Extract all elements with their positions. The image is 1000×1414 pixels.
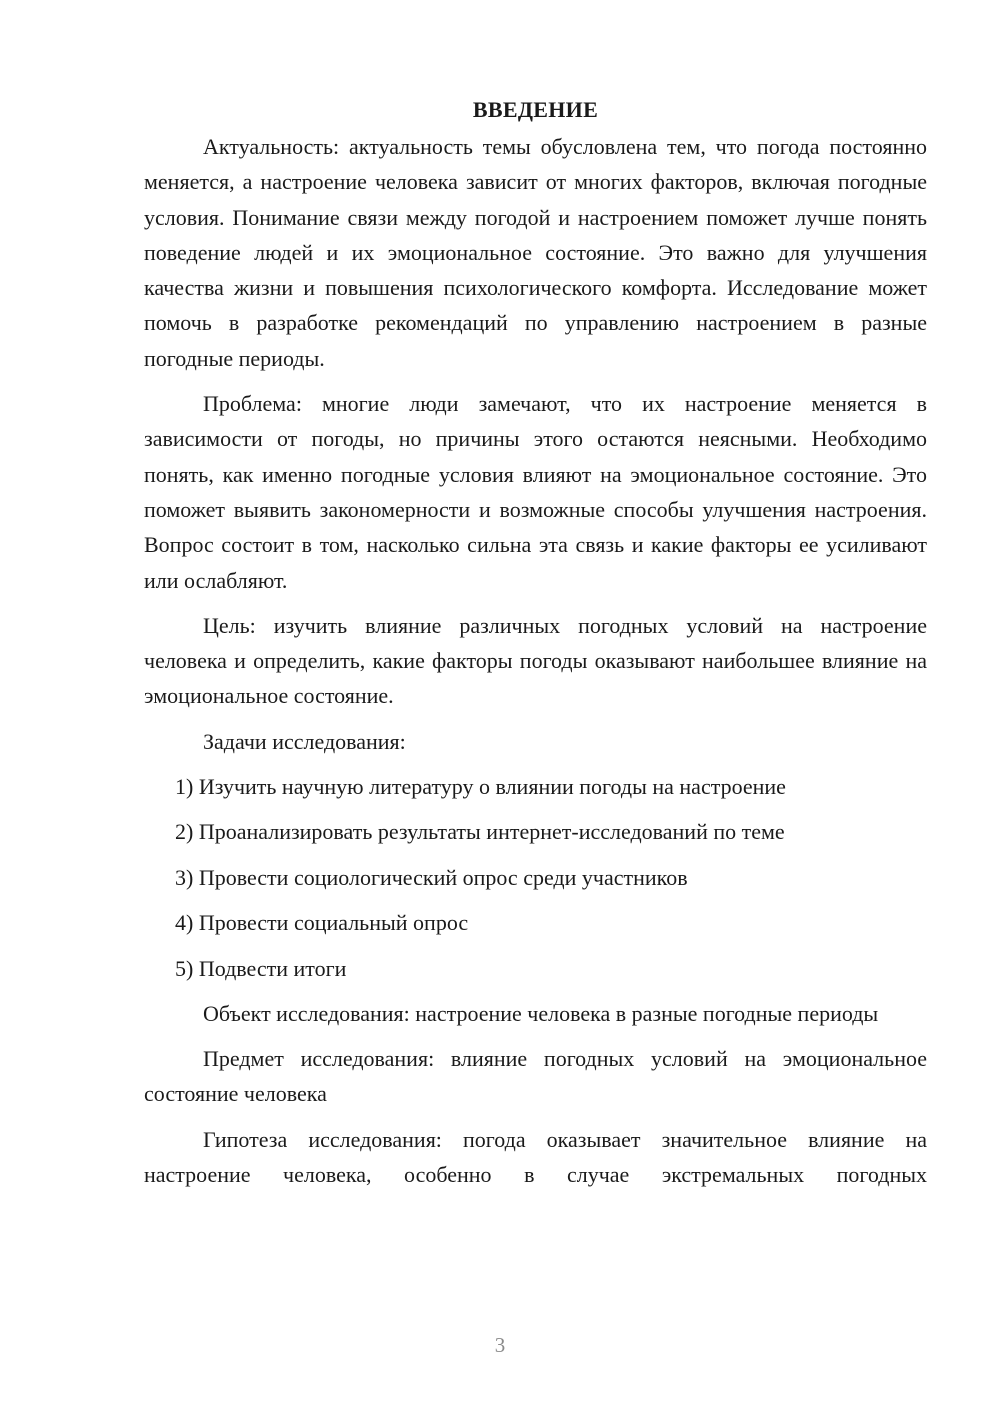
list-item: 5) Подвести итоги	[175, 955, 347, 981]
paragraph-object: Объект исследования: настроение человека в разные погодные периоды	[203, 1000, 879, 1026]
list-item: 1) Изучить научную литературу о влиянии погоды на настроение	[175, 773, 786, 799]
list-item: 3) Провести социологический опрос среди участников	[175, 864, 688, 890]
paragraph-subject: Предмет исследования: влияние погодных условий на эмоциональное состояние человека	[144, 1046, 927, 1107]
tasks-list	[144, 769, 927, 986]
paragraph-hypothesis: Гипотеза исследования: погода оказывает значительное влияние на настроение человека, особенно в случае экстремальных погодных	[144, 1126, 927, 1187]
list-item: 4) Провести социальный опрос	[175, 910, 469, 936]
paragraph-relevance: Актуальность: актуальность темы обусловлена тем, что погода постоянно меняется, а настроение человека зависит от многих факторов, включая погодные условия. Понимание связи между погодой и настроением поможет лучше понять поведение людей и их эмоциональное состояние. Это важно для улучшения качества жизни и повышения психологического комфорта. Исследование может помочь в разработке рекомендаций по управлению настроением в разные погодные периоды.	[144, 134, 927, 371]
page-number: 3	[494, 1333, 506, 1357]
section-title: ВВЕДЕНИЕ	[472, 97, 599, 122]
paragraph-goal: Цель: изучить влияние различных погодных условий на настроение человека и определить, какие факторы погоды оказывают наибольшее влияние на эмоциональное состояние.	[144, 612, 927, 709]
list-item: 2) Проанализировать результаты интернет-исследований по теме	[175, 819, 785, 845]
paragraph-problem: Проблема: многие люди замечают, что их настроение меняется в зависимости от погоды, но причины этого остаются неясными. Необходимо понять, как именно погодные условия влияют на эмоциональное состояние. Это поможет выявить закономерности и возможные способы улучшения настроения. Вопрос состоит в том, насколько сильна эта связь и какие факторы ее усиливают или ослабляют.	[144, 391, 927, 593]
tasks-heading: Задачи исследования:	[203, 728, 406, 754]
document-page	[144, 92, 927, 1202]
